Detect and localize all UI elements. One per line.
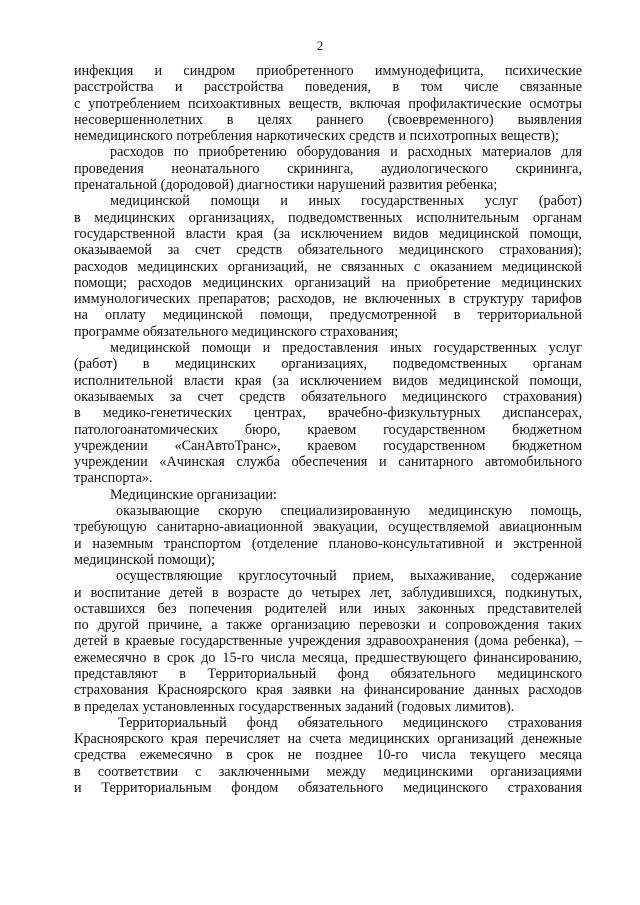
- text-line: Медицинские организации:: [110, 486, 277, 503]
- text-line: пренатальной (дородовой) диагностики нарушений развития ребенка;: [74, 177, 498, 194]
- text-line: расходов по приобретению оборудования и расходных материалов для: [110, 144, 582, 161]
- text-line: и воспитание детей в возрасте до четырех лет, заблудившихся, подкинутых,: [74, 584, 582, 601]
- text-line: детей в краевые государственные учреждения здравоохранения (дома ребенка), –: [74, 633, 582, 650]
- text-line: программе обязательного медицинского страхования;: [74, 323, 399, 340]
- text-line: учреждении «СанАвтоТранс», краевом государственном бюджетном: [74, 437, 582, 454]
- text-line: по другой причине, а также организацию перевозки и сопровождения таких: [74, 617, 582, 634]
- text-line: государственной власти края (за исключением видов медицинской помощи,: [74, 225, 582, 242]
- text-line: оказывающие скорую специализированную медицинскую помощь,: [116, 503, 582, 520]
- text-line: оказываемых за счет средств обязательного медицинского страхования): [74, 388, 582, 405]
- text-line: на оплату медицинской помощи, предусмотренной в территориальной: [74, 307, 582, 324]
- text-line: оказываемой за счет средств обязательного медицинского страхования);: [74, 242, 582, 259]
- text-line: Территориальный фонд обязательного медицинского страхования: [118, 714, 582, 731]
- document-body: [74, 63, 582, 796]
- text-line: в соответствии с заключенными между медицинскими организациями: [74, 763, 582, 780]
- text-line: страхования Красноярского края заявки на финансирование данных расходов: [74, 682, 582, 699]
- text-line: оставшихся без попечения родителей или иных законных представителей: [74, 600, 582, 617]
- text-line: медицинской помощи);: [74, 551, 216, 568]
- text-line: немедицинского потребления наркотических средств и психотропных веществ);: [74, 128, 559, 145]
- text-line: в пределах установленных государственных заданий (годовых лимитов).: [74, 698, 515, 715]
- text-line: требующую санитарно-авиационной эвакуации, осуществляемой авиационным: [74, 519, 582, 536]
- text-line: транспорта».: [74, 470, 153, 487]
- text-line: исполнительной власти края (за исключением видов медицинской помощи,: [74, 372, 582, 389]
- text-line: ежемесячно в срок до 15-го числа месяца, предшествующего финансированию,: [74, 649, 582, 666]
- text-line: осуществляющие круглосуточный прием, выхаживание, содержание: [116, 568, 582, 585]
- text-line: (работ) в медицинских организациях, подведомственных органам: [74, 356, 582, 373]
- text-line: с употреблением психоактивных веществ, включая профилактические осмотры: [74, 95, 582, 112]
- text-line: медицинской помощи и предоставления иных государственных услуг: [110, 340, 582, 357]
- text-line: в медико-генетических центрах, врачебно-физкультурных диспансерах,: [74, 405, 582, 422]
- text-line: Красноярского края перечисляет на счета медицинских организаций денежные: [74, 731, 582, 748]
- text-line: в медицинских организациях, подведомственных исполнительным органам: [74, 209, 582, 226]
- text-line: представляют в Территориальный фонд обязательного медицинского: [74, 665, 582, 682]
- text-line: инфекция и синдром приобретенного иммунодефицита, психические: [74, 63, 582, 79]
- page-number: 2: [316, 38, 324, 53]
- text-line: проведения неонатального скрининга, аудиологического скрининга,: [74, 160, 582, 177]
- text-line: и Территориальным фондом обязательного медицинского страхования: [74, 780, 582, 797]
- text-line: расстройства и расстройства поведения, в том числе связанные: [74, 79, 582, 96]
- text-line: средства ежемесячно в срок не позднее 10-го числа текущего месяца: [74, 747, 582, 764]
- text-line: патологоанатомических бюро, краевом государственном бюджетном: [74, 421, 582, 438]
- text-line: расходов медицинских организаций, не связанных с оказанием медицинской: [74, 258, 582, 275]
- text-line: учреждении «Ачинская служба обеспечения и санитарного автомобильного: [74, 454, 582, 471]
- text-line: медицинской помощи и иных государственных услуг (работ): [110, 193, 582, 210]
- text-line: и наземным транспортом (отделение планово-консультативной и экстренной: [74, 535, 582, 552]
- text-line: помощи; расходов медицинских организаций на приобретение медицинских: [74, 274, 582, 291]
- text-line: иммунологических препаратов; расходов, не включенных в структуру тарифов: [74, 291, 582, 308]
- text-line: несовершеннолетних в целях раннего (своевременного) выявления: [74, 111, 582, 128]
